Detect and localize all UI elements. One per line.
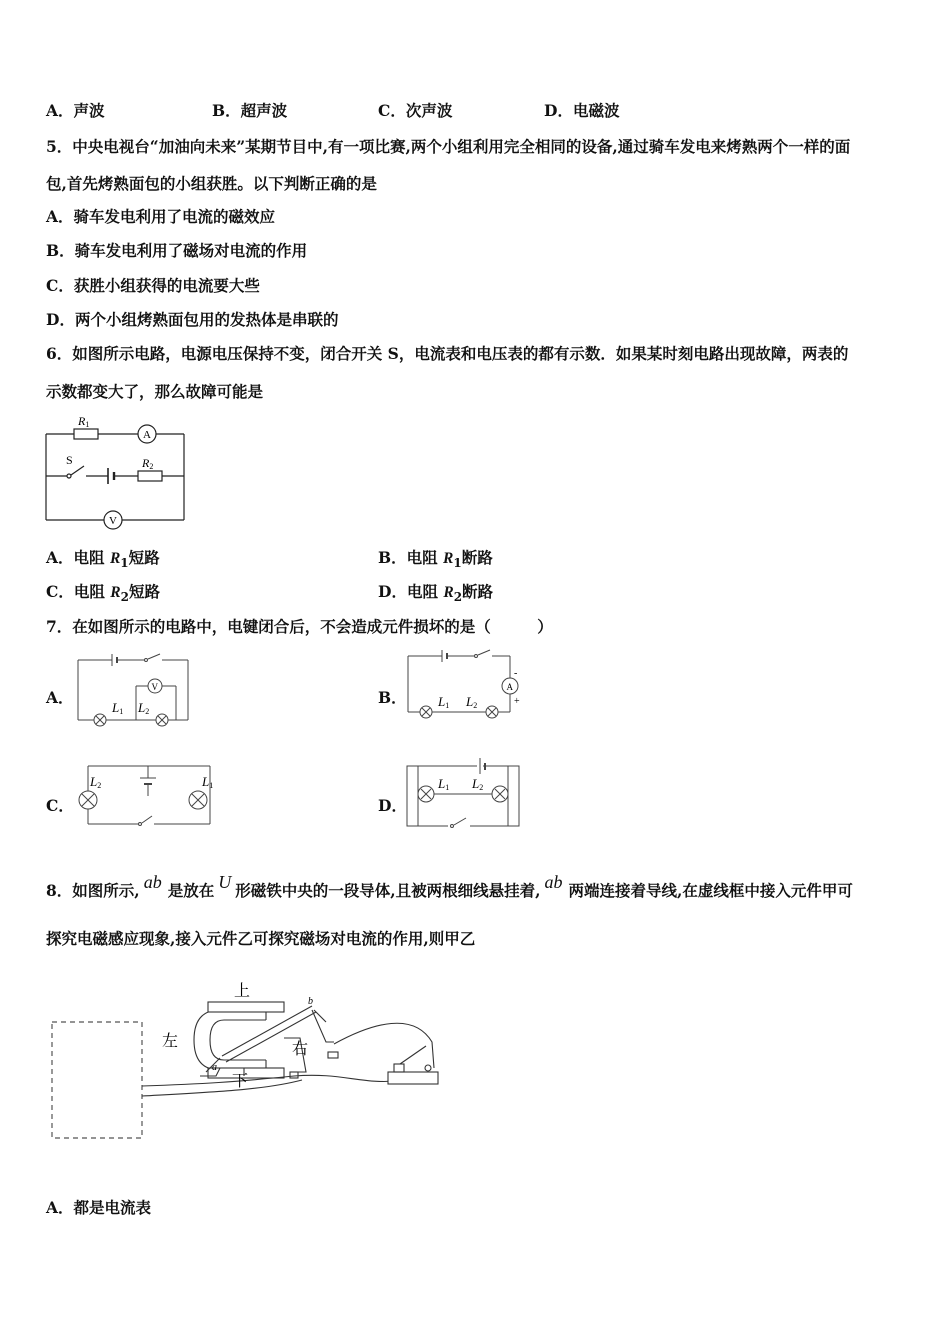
q7-circuit-d: [404, 754, 526, 832]
q7b-plus-label: +: [514, 696, 520, 707]
q6-circuit-diagram: [40, 412, 192, 528]
q8-ab-symbol-2: ab: [544, 872, 563, 892]
q7a-voltmeter-label: V: [151, 682, 158, 692]
q8-magnet-diagram: [44, 972, 454, 1144]
q6-stem-line1: 6．如图所示电路，电源电压保持不变，闭合开关 S，电流表和电压表的都有示数．如果某时刻电路出现故障，两表的: [46, 344, 849, 363]
q8-ab-symbol-1: ab: [143, 872, 162, 892]
q7b-l2-label: L2: [466, 694, 478, 710]
q4-option-a[interactable]: A．声波: [46, 101, 105, 120]
q7a-l1-label: L1: [112, 700, 124, 716]
q4-option-b[interactable]: B．超声波: [212, 101, 288, 120]
q4-option-c[interactable]: C．次声波: [378, 101, 453, 120]
q5-option-c[interactable]: C．获胜小组获得的电流要大些: [46, 276, 260, 295]
q7a-l2-label: L2: [138, 700, 150, 716]
q7-circuit-b: [404, 646, 528, 726]
q6-r2-label: R2: [142, 456, 154, 471]
q5-option-b[interactable]: B．骑车发电利用了磁场对电流的作用: [46, 241, 308, 260]
q8-u-symbol: U: [218, 872, 232, 892]
q6-option-c[interactable]: C．电阻 $R_2$短路: [46, 582, 160, 605]
q7b-l1-label: L1: [438, 694, 450, 710]
q7-option-c[interactable]: C．: [46, 796, 74, 815]
q7c-l1-label: L1: [202, 774, 214, 790]
q7-option-a[interactable]: A．: [46, 688, 74, 707]
q7-option-d[interactable]: D．: [378, 796, 407, 815]
q5-option-d[interactable]: D．两个小组烤熟面包用的发热体是串联的: [46, 310, 339, 329]
q8-stem-line1: 8．如图所示, ab 是放在 U 形磁铁中央的一段导体,且被两根细线悬挂着, ab 两端连接着导线,在虚线框中接入元件甲可: [46, 872, 853, 900]
q6-option-a[interactable]: A．电阻 $R_1$短路: [46, 548, 160, 571]
q6-option-d[interactable]: D．电阻 $R_2$断路: [378, 582, 494, 605]
q7b-ammeter-label: A: [506, 682, 513, 692]
q6-stem-line2: 示数都变大了，那么故障可能是: [46, 382, 264, 401]
q8-label-a: a: [212, 1062, 217, 1073]
q6-r1-label: R1: [78, 414, 90, 429]
q4-option-d[interactable]: D．电磁波: [544, 101, 620, 120]
q6-switch-label: S: [66, 453, 73, 467]
q7d-l1-label: L1: [438, 776, 450, 792]
q8-option-a[interactable]: A．都是电流表: [46, 1198, 152, 1217]
q8-label-b: b: [308, 996, 313, 1007]
q8-dashed-box: [52, 1022, 142, 1138]
q5-stem-line1: 5．中央电视台“加油向未来”某期节目中,有一项比赛,两个小组利用完全相同的设备,通过骑车发电来烤熟两个一样的面: [46, 137, 851, 156]
q5-option-a[interactable]: A．骑车发电利用了电流的磁效应: [46, 207, 276, 226]
q8-stem-line2: 探究电磁感应现象,接入元件乙可探究磁场对电流的作用,则甲乙: [46, 929, 476, 948]
q7-circuit-c: [74, 760, 224, 830]
q6-ammeter-label: A: [143, 429, 151, 441]
q5-stem-line2: 包,首先烤熟面包的小组获胜。以下判断正确的是: [46, 174, 377, 193]
q6-option-b[interactable]: B．电阻 $R_1$断路: [378, 548, 493, 571]
q8-label-left: 左: [162, 1033, 179, 1050]
q7d-l2-label: L2: [472, 776, 484, 792]
q7-stem: 7．在如图所示的电路中，电键闭合后，不会造成元件损坏的是（ ）: [46, 617, 553, 636]
q8-label-right: 右: [292, 1041, 309, 1058]
q7c-l2-label: L2: [90, 774, 102, 790]
q6-voltmeter-label: V: [109, 515, 117, 527]
q7-circuit-a: [72, 650, 194, 730]
q8-label-up: 上: [234, 983, 251, 1000]
q8-label-down: 下: [232, 1073, 249, 1090]
q7-option-b[interactable]: B．: [378, 688, 407, 707]
q7b-minus-label: -: [514, 668, 518, 679]
